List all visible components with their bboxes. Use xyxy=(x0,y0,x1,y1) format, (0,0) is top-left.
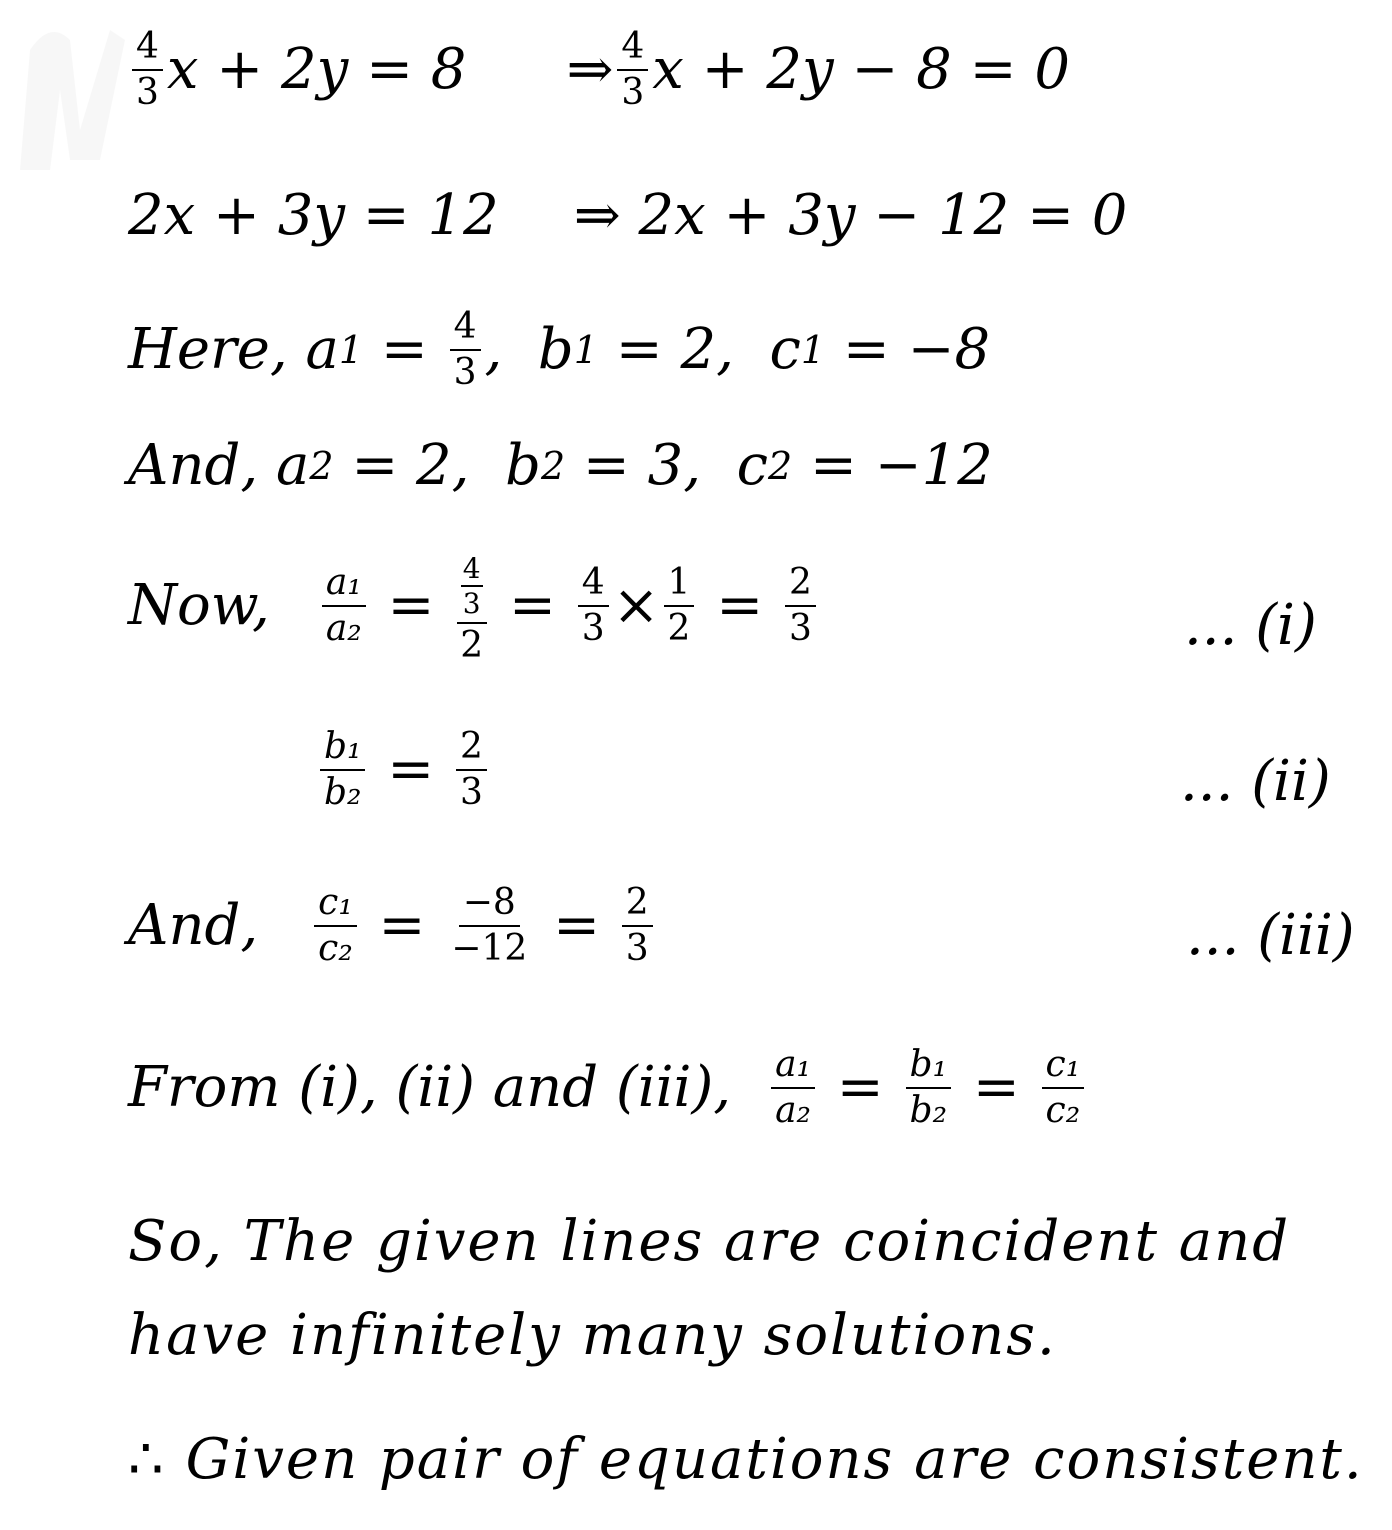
eq2-right-text: ⇒ 2x + 3y − 12 = 0 xyxy=(573,183,1128,248)
conclusion-line-1: So, The given lines are coincident and xyxy=(128,1209,1291,1274)
coef1-frac-den: 3 xyxy=(453,351,477,393)
eq1-left-text: x + 2y = 8 xyxy=(166,36,467,102)
ratio-a-step2a-den: 3 xyxy=(581,608,605,650)
ratio-b-line xyxy=(316,728,491,812)
coef2-b-value: = 3, c xyxy=(565,433,769,498)
ratio-a-step2b-den: 2 xyxy=(667,608,691,650)
coef1-equals: = xyxy=(363,316,446,382)
ratio-a-inner-den: 3 xyxy=(462,587,481,621)
implies-arrow-1: ⇒ xyxy=(566,36,614,102)
from-frac-b-num: b₁ xyxy=(906,1046,951,1089)
equals-sign: = xyxy=(698,573,781,639)
ratio-a-step2a-num: 4 xyxy=(578,564,609,607)
coef1-c-value: = −8 xyxy=(825,316,991,382)
times-sign: × xyxy=(612,573,660,639)
from-frac-b xyxy=(906,1046,951,1130)
coef1-frac-num: 4 xyxy=(450,308,481,351)
eq1-right-fraction xyxy=(617,28,648,112)
equation-1 xyxy=(128,28,1070,112)
coef1-prefix: Here, a xyxy=(128,316,339,382)
ratio-a-lhs-den: a₂ xyxy=(325,608,362,650)
ratio-a-inner-num: 4 xyxy=(461,554,483,587)
ratio-a-inner-fraction xyxy=(461,554,483,619)
equals-sign: = xyxy=(360,892,444,958)
ratio-a-step2a xyxy=(578,564,609,648)
ratio-c-step1 xyxy=(447,884,531,968)
ratio-b-lhs-num: b₁ xyxy=(320,728,365,771)
ratio-b-result xyxy=(456,728,487,812)
from-frac-c-den: c₂ xyxy=(1045,1089,1081,1131)
ratio-c-label: And, xyxy=(128,892,259,958)
ratio-a-result-num: 2 xyxy=(785,564,816,607)
ratio-a-lhs xyxy=(322,564,366,648)
coef2-c-value: = −12 xyxy=(792,433,993,498)
tag-iii: ... (iii) xyxy=(1186,903,1355,968)
ratio-a-result-den: 3 xyxy=(788,608,812,650)
ratio-c-step1-den: −12 xyxy=(451,927,528,969)
ratio-b-lhs xyxy=(320,728,365,812)
final-text: Given pair of equations are consistent. xyxy=(185,1427,1364,1492)
coefficients-line-2: And, a 2 = 2, b 2 = 3, c 2 = −12 xyxy=(128,433,993,498)
watermark-shape xyxy=(10,10,130,180)
from-frac-a xyxy=(771,1046,815,1130)
from-frac-a-num: a₁ xyxy=(771,1046,815,1089)
coef1-fraction xyxy=(450,308,481,392)
ratio-b-result-den: 3 xyxy=(460,771,483,813)
ratio-a-line xyxy=(128,548,820,665)
ratio-c-line xyxy=(128,884,657,968)
equals-sign: = xyxy=(491,573,574,639)
ratio-c-step1-num: −8 xyxy=(459,884,520,927)
from-frac-b-den: b₂ xyxy=(909,1089,948,1131)
coef1-b-value: = 2, c xyxy=(597,316,801,382)
equals-sign: = xyxy=(535,892,618,958)
from-frac-c-num: c₁ xyxy=(1042,1046,1085,1089)
ratio-a-step1-den: 2 xyxy=(460,624,484,666)
coef1-b-label: , b xyxy=(484,316,574,382)
tag-i: ... (i) xyxy=(1184,593,1317,658)
ratio-b-lhs-den: b₂ xyxy=(324,771,362,813)
eq1-left-frac-num: 4 xyxy=(132,28,163,71)
from-line-text: From (i), (ii) and (iii), xyxy=(128,1054,732,1120)
conclusion-line-2: have infinitely many solutions. xyxy=(128,1303,1057,1368)
eq1-left-fraction xyxy=(132,28,163,112)
tag-ii: ... (ii) xyxy=(1180,749,1331,814)
coef2-a-value: = 2, b xyxy=(333,433,541,498)
coefficients-line-1: Here, a 1 = $\frac{4}{3}$ , b 1 = 2, c 1 = −8 xyxy=(128,306,991,393)
from-line xyxy=(128,1046,1088,1130)
from-frac-c xyxy=(1042,1046,1085,1130)
from-frac-a-den: a₂ xyxy=(775,1089,811,1131)
eq1-right-frac-num: 4 xyxy=(617,28,648,71)
ratio-c-result-den: 3 xyxy=(625,927,649,969)
therefore-icon: ∴ xyxy=(128,1427,166,1492)
equals-sign: = xyxy=(369,573,453,639)
ratio-a-step1 xyxy=(456,548,487,665)
equals-sign: = xyxy=(819,1054,902,1120)
eq1-left-frac-den: 3 xyxy=(136,71,159,113)
ratio-c-lhs-num: c₁ xyxy=(314,884,357,927)
ratio-c-result-num: 2 xyxy=(622,884,653,927)
equals-sign: = xyxy=(955,1054,1038,1120)
ratio-a-step2b-num: 1 xyxy=(664,564,695,607)
ratio-a-step1-num xyxy=(457,548,487,624)
eq1-right-frac-den: 3 xyxy=(621,71,645,113)
ratio-a-lhs-num: a₁ xyxy=(322,564,366,607)
coef2-prefix: And, a xyxy=(128,433,310,498)
final-line xyxy=(128,1427,1364,1492)
ratio-a-result xyxy=(785,564,816,648)
ratio-c-lhs xyxy=(314,884,357,968)
equals-sign: = xyxy=(369,736,453,802)
ratio-a-label: Now, xyxy=(128,573,270,639)
eq2-left-text: 2x + 3y = 12 xyxy=(128,183,499,248)
ratio-c-result xyxy=(622,884,653,968)
equation-2 xyxy=(128,183,1128,248)
ratio-c-lhs-den: c₂ xyxy=(318,927,353,969)
ratio-b-result-num: 2 xyxy=(456,728,487,771)
eq1-right-text: x + 2y − 8 = 0 xyxy=(652,36,1070,102)
ratio-a-step2b xyxy=(664,564,695,648)
